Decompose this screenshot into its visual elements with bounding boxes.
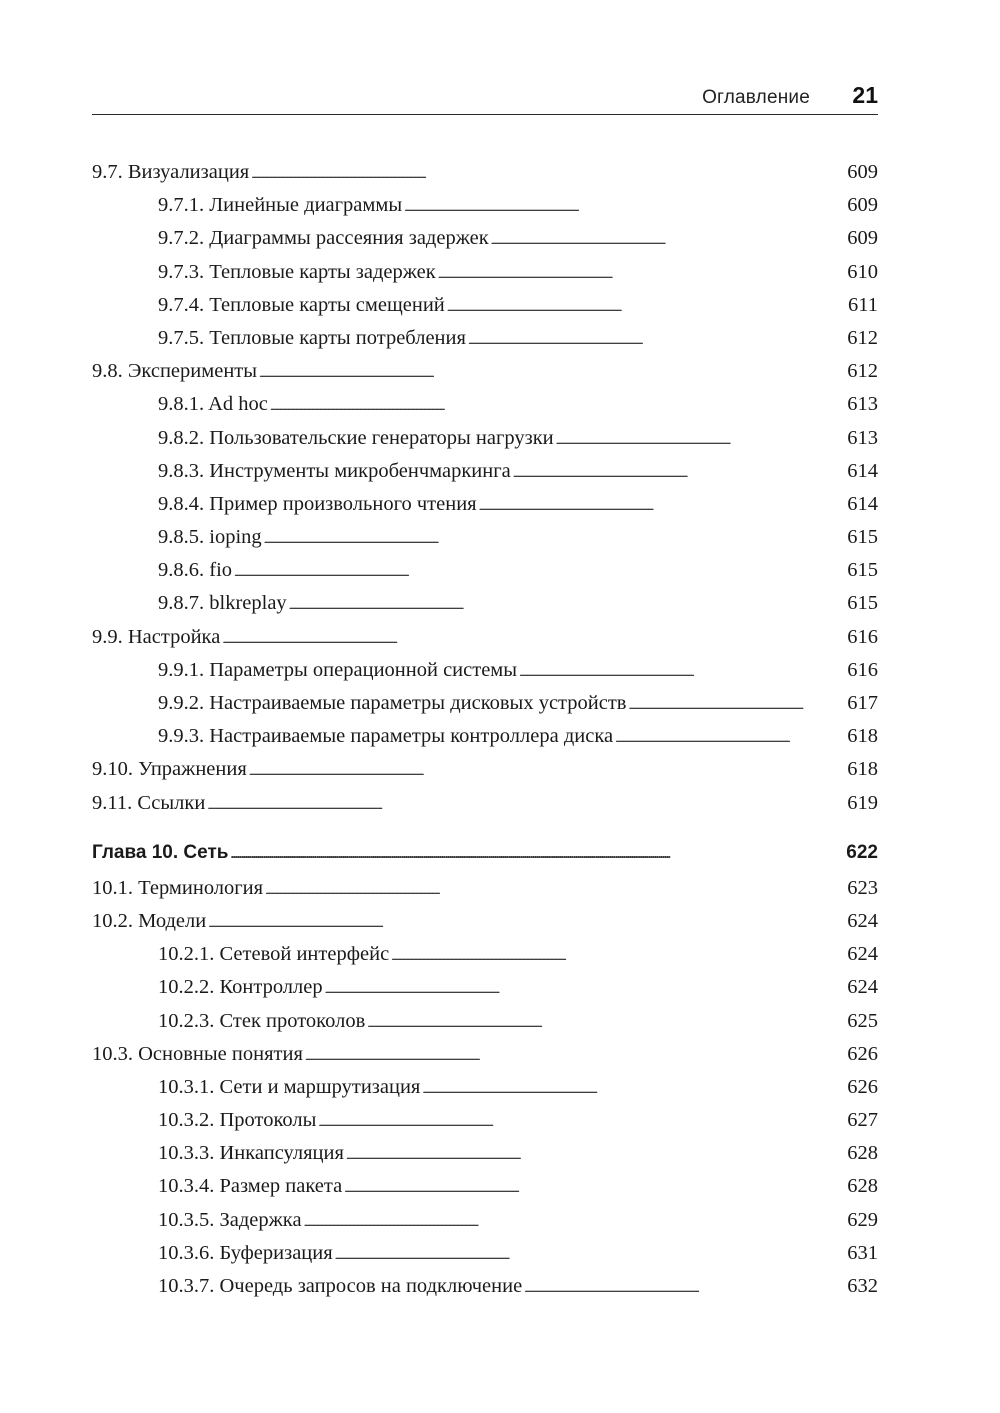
toc-entry-title: 10.2.3. Стек протоколов [158,1009,366,1032]
toc-entry-title: 9.10. Упражнения [92,758,247,781]
toc-entry-title: 10.2. Модели [92,909,207,932]
toc-entry [92,554,878,587]
toc-entry-title: 10.2.1. Сетевой интерфейс [158,943,390,966]
toc-leader-dots [265,872,845,905]
toc-entry-page: 632 [847,1275,878,1297]
toc-entry [92,1071,878,1104]
toc-leader-dots [367,1005,845,1038]
toc-chapter-entry [92,836,878,870]
toc-entry [92,971,878,1004]
toc-leader-dots [447,289,846,322]
toc-entry-page: 626 [847,1042,878,1065]
toc-leader-dots [230,836,844,870]
toc-entry-title: 9.8. Эксперименты [92,360,258,383]
toc-leader-dots [344,1170,845,1203]
toc-entry-page: 614 [847,459,878,482]
toc-leader-dots [264,521,846,554]
toc-leader-dots [305,1038,845,1071]
toc-entry-page: 623 [847,876,878,899]
toc-entry [92,256,878,289]
toc-entry [92,720,878,753]
toc-leader-dots [438,256,846,289]
toc-entry-title: 10.3.2. Протоколы [158,1109,317,1132]
toc-entry-title: 9.9.2. Настраиваемые параметры дисковых устройств [158,692,627,714]
toc-entry [92,787,878,820]
toc-entry-page: 613 [847,426,878,449]
toc-entry-page: 616 [847,625,878,648]
toc-leader-dots [259,355,845,388]
toc-entry-page: 617 [847,692,878,714]
toc-entry [92,322,878,355]
toc-entry-page: 612 [847,360,878,383]
toc-chapter-page: 622 [846,841,878,863]
toc-leader-dots [251,156,845,189]
toc-leader-dots [628,687,845,720]
toc-entry-title: 9.9.3. Настраиваемые параметры контроллера диска [158,725,614,748]
toc-leader-dots [325,971,846,1004]
toc-entry [92,1270,878,1303]
toc-entry-title: 10.2.2. Контроллер [158,976,323,999]
toc-entry-page: 609 [847,161,878,183]
toc-entry-title: 10.3.5. Задержка [158,1208,302,1231]
toc-entry-page: 629 [847,1208,878,1231]
toc-entry [92,587,878,620]
toc-entry [92,355,878,388]
toc-entry-page: 615 [847,592,878,615]
toc-entry-page: 614 [847,492,878,515]
toc-entry [92,521,878,554]
toc-entry-page: 618 [847,758,878,781]
toc-entry [92,289,878,322]
toc-leader-dots [556,422,846,455]
toc-entry [92,1237,878,1270]
toc-leader-dots [468,322,845,355]
toc-leader-dots [270,388,845,421]
toc-entry-page: 628 [847,1175,878,1198]
toc-entry [92,687,878,720]
toc-entry-title: 10.3. Основные понятия [92,1042,303,1065]
toc-entry [92,1137,878,1170]
toc-chapter-title: Глава 10. Сеть [92,841,229,863]
toc-entry-title: 9.8.3. Инструменты микробенчмаркинга [158,459,511,482]
toc-entry-page: 616 [847,658,878,681]
toc-entry [92,422,878,455]
toc-entry-title: 9.8.4. Пример произвольного чтения [158,492,477,515]
toc-entry [92,189,878,222]
toc-leader-dots [519,654,845,687]
toc-entry-title: 9.7.2. Диаграммы рассеяния задержек [158,227,489,250]
toc-entry [92,1104,878,1137]
toc-entry [92,1005,878,1038]
toc-entry-title: 9.7.3. Тепловые карты задержек [158,260,436,283]
page-number: 21 [852,82,878,108]
toc-leader-dots [391,938,845,971]
toc-entry-page: 610 [847,260,878,283]
toc-leader-dots [491,222,846,255]
toc-leader-dots [404,189,845,222]
toc-entry-title: 10.3.1. Сети и маршрутизация [158,1075,421,1098]
toc-entry-title: 9.8.6. fio [158,559,233,582]
toc-entry-title: 9.8.2. Пользовательские генераторы нагрузки [158,426,554,449]
toc-entry-page: 631 [847,1241,878,1264]
toc-entry-page: 615 [847,559,878,582]
toc-entry-title: 9.7.4. Тепловые карты смещений [158,293,445,316]
toc-entry [92,621,878,654]
toc-entry [92,488,878,521]
toc-entry-page: 624 [847,976,878,999]
toc-entry [92,222,878,255]
toc-entry-page: 613 [847,393,878,416]
toc-entry-page: 618 [847,725,878,748]
toc-entry-page: 624 [847,943,878,966]
toc-entry-page: 612 [847,326,878,349]
toc-leader-dots [346,1137,845,1170]
toc-leader-dots [479,488,846,521]
running-title: Оглавление [702,87,810,108]
toc-entry-title: 9.7.1. Линейные диаграммы [158,194,403,217]
toc-entry [92,753,878,786]
toc-entry-title: 9.9. Настройка [92,625,221,648]
toc-entry-title: 10.3.7. Очередь запросов на подключение [158,1275,523,1297]
toc-entry [92,872,878,905]
toc-entry-title: 9.7. Визуализация [92,161,250,183]
toc-leader-dots [513,455,846,488]
toc-entry-title: 10.3.3. Инкапсуляция [158,1142,344,1165]
toc-entry [92,1170,878,1203]
toc-entry [92,1038,878,1071]
toc-leader-dots [318,1104,845,1137]
toc-entry-page: 609 [847,194,878,217]
toc-leader-dots [289,587,846,620]
toc-entry-page: 625 [847,1009,878,1032]
table-of-contents [92,156,878,1303]
toc-entry [92,1204,878,1237]
toc-entry-page: 626 [847,1075,878,1098]
toc-leader-dots [222,621,845,654]
toc-leader-dots [208,905,845,938]
toc-entry [92,938,878,971]
toc-entry-page: 619 [847,791,878,814]
toc-entry-page: 615 [847,526,878,549]
toc-entry-title: 9.7.5. Тепловые карты потребления [158,326,466,349]
toc-entry-title: 9.8.5. ioping [158,526,262,549]
toc-entry-title: 10.1. Терминология [92,876,264,899]
toc-entry-page: 611 [848,293,878,316]
toc-entry-title: 9.11. Ссылки [92,791,206,814]
toc-entry-title: 9.8.7. blkreplay [158,592,287,615]
toc-leader-dots [249,753,845,786]
toc-entry-page: 628 [847,1142,878,1165]
toc-entry [92,905,878,938]
toc-leader-dots [524,1270,845,1303]
toc-entry-title: 10.3.6. Буферизация [158,1241,333,1264]
toc-entry-title: 10.3.4. Размер пакета [158,1175,343,1198]
toc-entry-page: 627 [847,1109,878,1132]
toc-entry [92,455,878,488]
toc-entry-title: 9.8.1. Ad hoc [158,393,268,416]
toc-leader-dots [615,720,845,753]
toc-entry [92,388,878,421]
toc-entry-title: 9.9.1. Параметры операционной системы [158,658,518,681]
toc-leader-dots [304,1204,846,1237]
toc-leader-dots [207,787,845,820]
toc-entry-page: 624 [847,909,878,932]
toc-leader-dots [422,1071,845,1104]
toc-entry-page: 609 [847,227,878,250]
toc-entry [92,654,878,687]
page-header [92,80,878,115]
toc-leader-dots [335,1237,846,1270]
toc-leader-dots [234,554,845,587]
toc-entry [92,156,878,189]
